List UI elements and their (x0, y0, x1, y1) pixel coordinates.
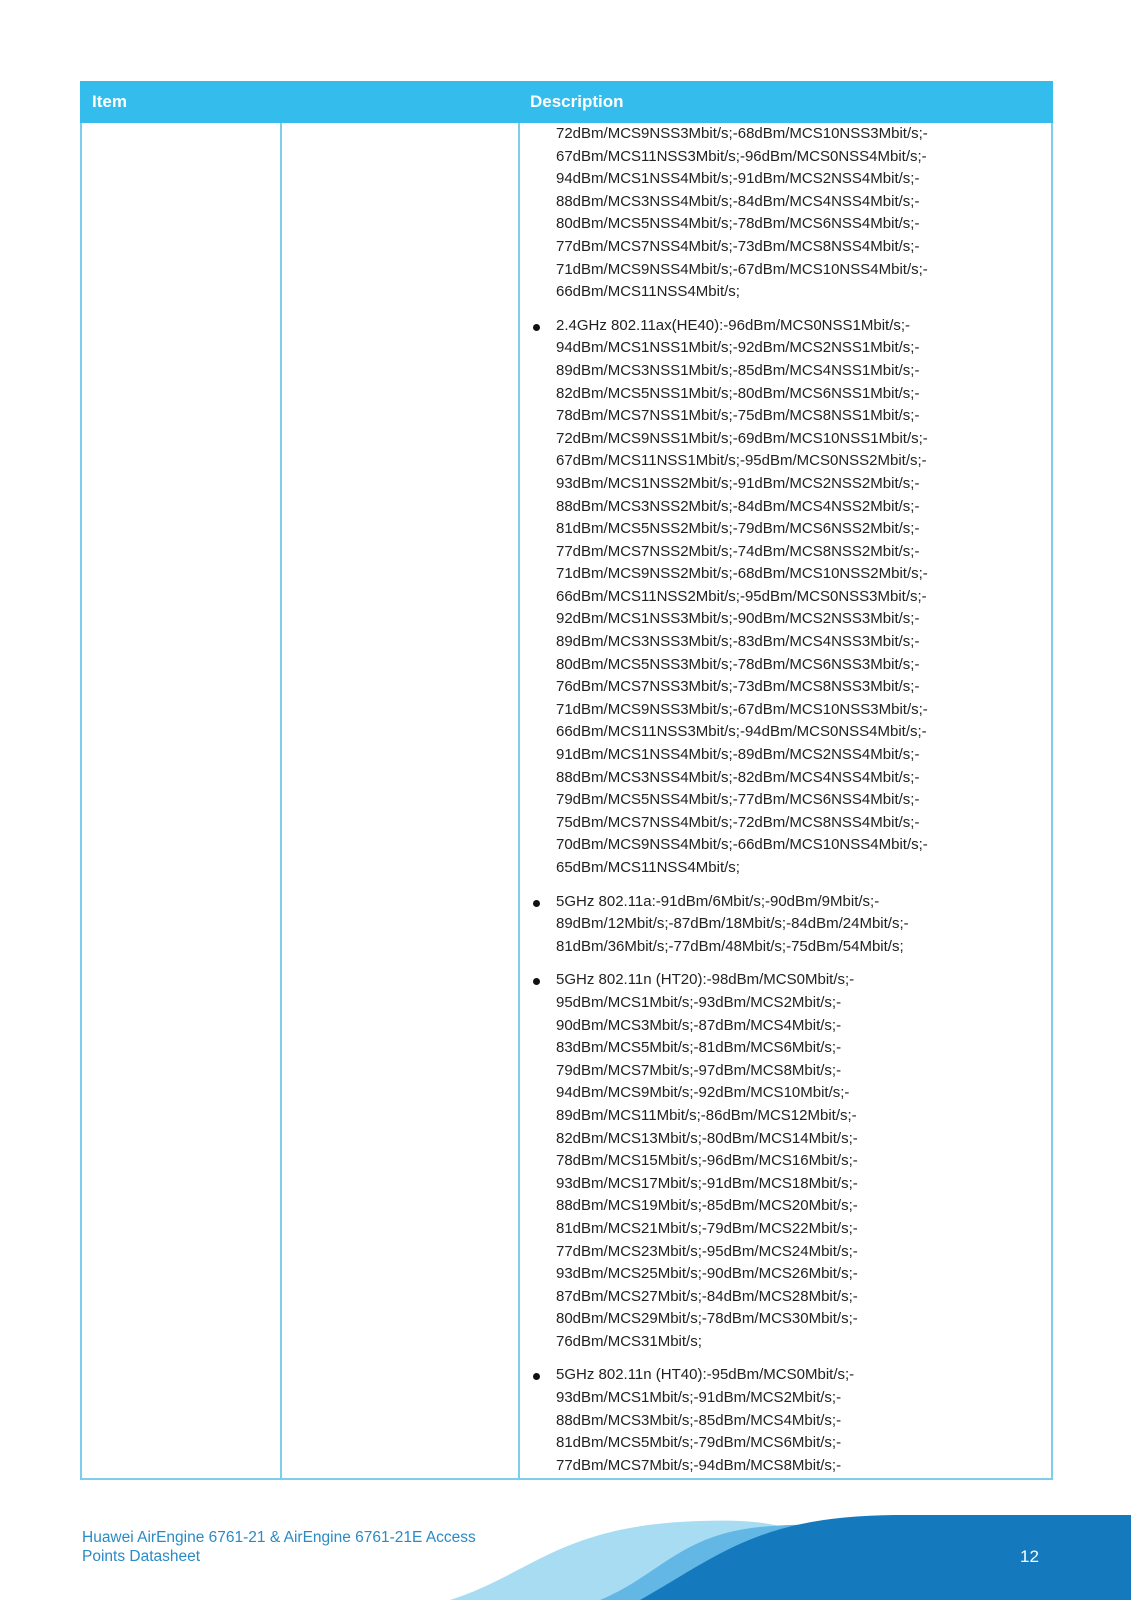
text-line: 78dBm/MCS7NSS1Mbit/s;-75dBm/MCS8NSS1Mbit/s;- (556, 407, 920, 425)
text-line: 80dBm/MCS5NSS4Mbit/s;-78dBm/MCS6NSS4Mbit/s;- (556, 215, 920, 233)
text-line: 93dBm/MCS25Mbit/s;-90dBm/MCS26Mbit/s;- (556, 1265, 858, 1283)
spec-table (80, 81, 1053, 1480)
list-item (530, 123, 1043, 304)
description-entries (530, 123, 1043, 1477)
text-line: 2.4GHz 802.11ax(HE40):-96dBm/MCS0NSS1Mbit/s;- (556, 316, 911, 334)
text-line: 79dBm/MCS7Mbit/s;-97dBm/MCS8Mbit/s;- (556, 1061, 842, 1079)
text-line: 65dBm/MCS11NSS4Mbit/s; (556, 859, 740, 876)
bullet-icon (533, 978, 540, 985)
page-number: 12 (1020, 1547, 1039, 1566)
text-line: 77dBm/MCS23Mbit/s;-95dBm/MCS24Mbit/s;- (556, 1242, 858, 1260)
footer-title-line-1: Huawei AirEngine 6761-21 & AirEngine 6761-21E Access (82, 1529, 476, 1546)
footer-title-line-2: Points Datasheet (82, 1548, 201, 1565)
text-line: 66dBm/MCS11NSS4Mbit/s; (556, 283, 740, 301)
text-line: 94dBm/MCS1NSS1Mbit/s;-92dBm/MCS2NSS1Mbit/s;- (556, 339, 920, 357)
text-line: 66dBm/MCS11NSS3Mbit/s;-94dBm/MCS0NSS4Mbit/s;- (556, 723, 927, 741)
text-line: 71dBm/MCS9NSS2Mbit/s;-68dBm/MCS10NSS2Mbit/s;- (556, 565, 928, 583)
text-line: 78dBm/MCS15Mbit/s;-96dBm/MCS16Mbit/s;- (556, 1152, 858, 1170)
text-line: 90dBm/MCS3Mbit/s;-87dBm/MCS4Mbit/s;- (556, 1016, 842, 1034)
bullet-icon (533, 1373, 540, 1380)
text-line: 93dBm/MCS17Mbit/s;-91dBm/MCS18Mbit/s;- (556, 1174, 858, 1192)
list-item (530, 315, 1043, 880)
text-line: 77dBm/MCS7NSS4Mbit/s;-73dBm/MCS8NSS4Mbit/s;- (556, 237, 920, 255)
table-header-row (81, 82, 1052, 122)
text-line: 80dBm/MCS5NSS3Mbit/s;-78dBm/MCS6NSS3Mbit/s;- (556, 655, 920, 673)
text-line: 81dBm/36Mbit/s;-77dBm/48Mbit/s;-75dBm/54Mbit/s; (556, 937, 904, 955)
text-line: 94dBm/MCS9Mbit/s;-92dBm/MCS10Mbit/s;- (556, 1084, 850, 1102)
text-line: 93dBm/MCS1NSS2Mbit/s;-91dBm/MCS2NSS2Mbit/s;- (556, 474, 920, 492)
text-line: 80dBm/MCS29Mbit/s;-78dBm/MCS30Mbit/s;- (556, 1310, 858, 1328)
text-line: 94dBm/MCS1NSS4Mbit/s;-91dBm/MCS2NSS4Mbit/s;- (556, 170, 920, 188)
text-line: 91dBm/MCS1NSS4Mbit/s;-89dBm/MCS2NSS4Mbit/s;- (556, 746, 920, 764)
text-line: 89dBm/MCS11Mbit/s;-86dBm/MCS12Mbit/s;- (556, 1106, 857, 1124)
item-cell (81, 122, 281, 1479)
text-line: 67dBm/MCS11NSS3Mbit/s;-96dBm/MCS0NSS4Mbit/s;- (556, 147, 927, 165)
bullet-icon (533, 324, 540, 331)
text-line: 83dBm/MCS5Mbit/s;-81dBm/MCS6Mbit/s;- (556, 1039, 842, 1057)
text-line: 87dBm/MCS27Mbit/s;-84dBm/MCS28Mbit/s;- (556, 1287, 858, 1305)
sub-item-cell (281, 122, 519, 1479)
text-line: 79dBm/MCS5NSS4Mbit/s;-77dBm/MCS6NSS4Mbit/s;- (556, 791, 920, 809)
text-line: 95dBm/MCS1Mbit/s;-93dBm/MCS2Mbit/s;- (556, 993, 842, 1011)
text-line: 70dBm/MCS9NSS4Mbit/s;-66dBm/MCS10NSS4Mbit/s;- (556, 836, 928, 854)
text-line: 67dBm/MCS11NSS1Mbit/s;-95dBm/MCS0NSS2Mbit/s;- (556, 452, 927, 470)
text-line: 88dBm/MCS3NSS4Mbit/s;-84dBm/MCS4NSS4Mbit/s;- (556, 192, 920, 210)
text-line: 66dBm/MCS11NSS2Mbit/s;-95dBm/MCS0NSS3Mbit/s;- (556, 587, 927, 605)
text-line: 76dBm/MCS31Mbit/s; (556, 1332, 702, 1350)
text-line: 5GHz 802.11a:-91dBm/6Mbit/s;-90dBm/9Mbit/s;- (556, 892, 880, 910)
list-item (530, 1364, 1043, 1477)
text-line: 71dBm/MCS9NSS3Mbit/s;-67dBm/MCS10NSS3Mbit/s;- (556, 700, 928, 718)
footer-doc-title (82, 1528, 562, 1566)
list-item (530, 969, 1043, 1353)
text-line: 5GHz 802.11n (HT40):-95dBm/MCS0Mbit/s;- (556, 1366, 855, 1384)
text-line: 92dBm/MCS1NSS3Mbit/s;-90dBm/MCS2NSS3Mbit/s;- (556, 610, 920, 628)
table-row (81, 122, 1052, 1479)
text-line: 89dBm/MCS3NSS1Mbit/s;-85dBm/MCS4NSS1Mbit/s;- (556, 361, 920, 379)
text-line: 89dBm/MCS3NSS3Mbit/s;-83dBm/MCS4NSS3Mbit/s;- (556, 633, 920, 651)
text-line: 82dBm/MCS13Mbit/s;-80dBm/MCS14Mbit/s;- (556, 1129, 858, 1147)
text-line: 89dBm/12Mbit/s;-87dBm/18Mbit/s;-84dBm/24Mbit/s;- (556, 915, 909, 933)
text-line: 81dBm/MCS5NSS2Mbit/s;-79dBm/MCS6NSS2Mbit/s;- (556, 520, 920, 538)
text-line: 71dBm/MCS9NSS4Mbit/s;-67dBm/MCS10NSS4Mbit/s;- (556, 260, 928, 278)
header-description: Description (519, 82, 1052, 122)
text-line: 72dBm/MCS9NSS3Mbit/s;-68dBm/MCS10NSS3Mbit/s;- (556, 125, 928, 142)
text-line: 76dBm/MCS7NSS3Mbit/s;-73dBm/MCS8NSS3Mbit/s;- (556, 678, 920, 696)
text-line: 77dBm/MCS7Mbit/s;-94dBm/MCS8Mbit/s;- (556, 1456, 842, 1474)
bullet-icon (533, 900, 540, 907)
text-line: 88dBm/MCS3NSS2Mbit/s;-84dBm/MCS4NSS2Mbit/s;- (556, 497, 920, 515)
text-line: 81dBm/MCS21Mbit/s;-79dBm/MCS22Mbit/s;- (556, 1219, 858, 1237)
text-line: 72dBm/MCS9NSS1Mbit/s;-69dBm/MCS10NSS1Mbit/s;- (556, 429, 928, 447)
text-line: 5GHz 802.11n (HT20):-98dBm/MCS0Mbit/s;- (556, 971, 855, 989)
text-line: 81dBm/MCS5Mbit/s;-79dBm/MCS6Mbit/s;- (556, 1434, 842, 1452)
text-line: 88dBm/MCS3Mbit/s;-85dBm/MCS4Mbit/s;- (556, 1411, 842, 1429)
text-line: 88dBm/MCS19Mbit/s;-85dBm/MCS20Mbit/s;- (556, 1197, 858, 1215)
text-line: 75dBm/MCS7NSS4Mbit/s;-72dBm/MCS8NSS4Mbit/s;- (556, 813, 920, 831)
text-line: 93dBm/MCS1Mbit/s;-91dBm/MCS2Mbit/s;- (556, 1389, 842, 1407)
text-line: 88dBm/MCS3NSS4Mbit/s;-82dBm/MCS4NSS4Mbit/s;- (556, 768, 920, 786)
list-item (530, 891, 1043, 959)
description-cell (519, 122, 1052, 1479)
header-item: Item (81, 82, 519, 122)
text-line: 82dBm/MCS5NSS1Mbit/s;-80dBm/MCS6NSS1Mbit/s;- (556, 384, 920, 402)
text-line: 77dBm/MCS7NSS2Mbit/s;-74dBm/MCS8NSS2Mbit/s;- (556, 542, 920, 560)
